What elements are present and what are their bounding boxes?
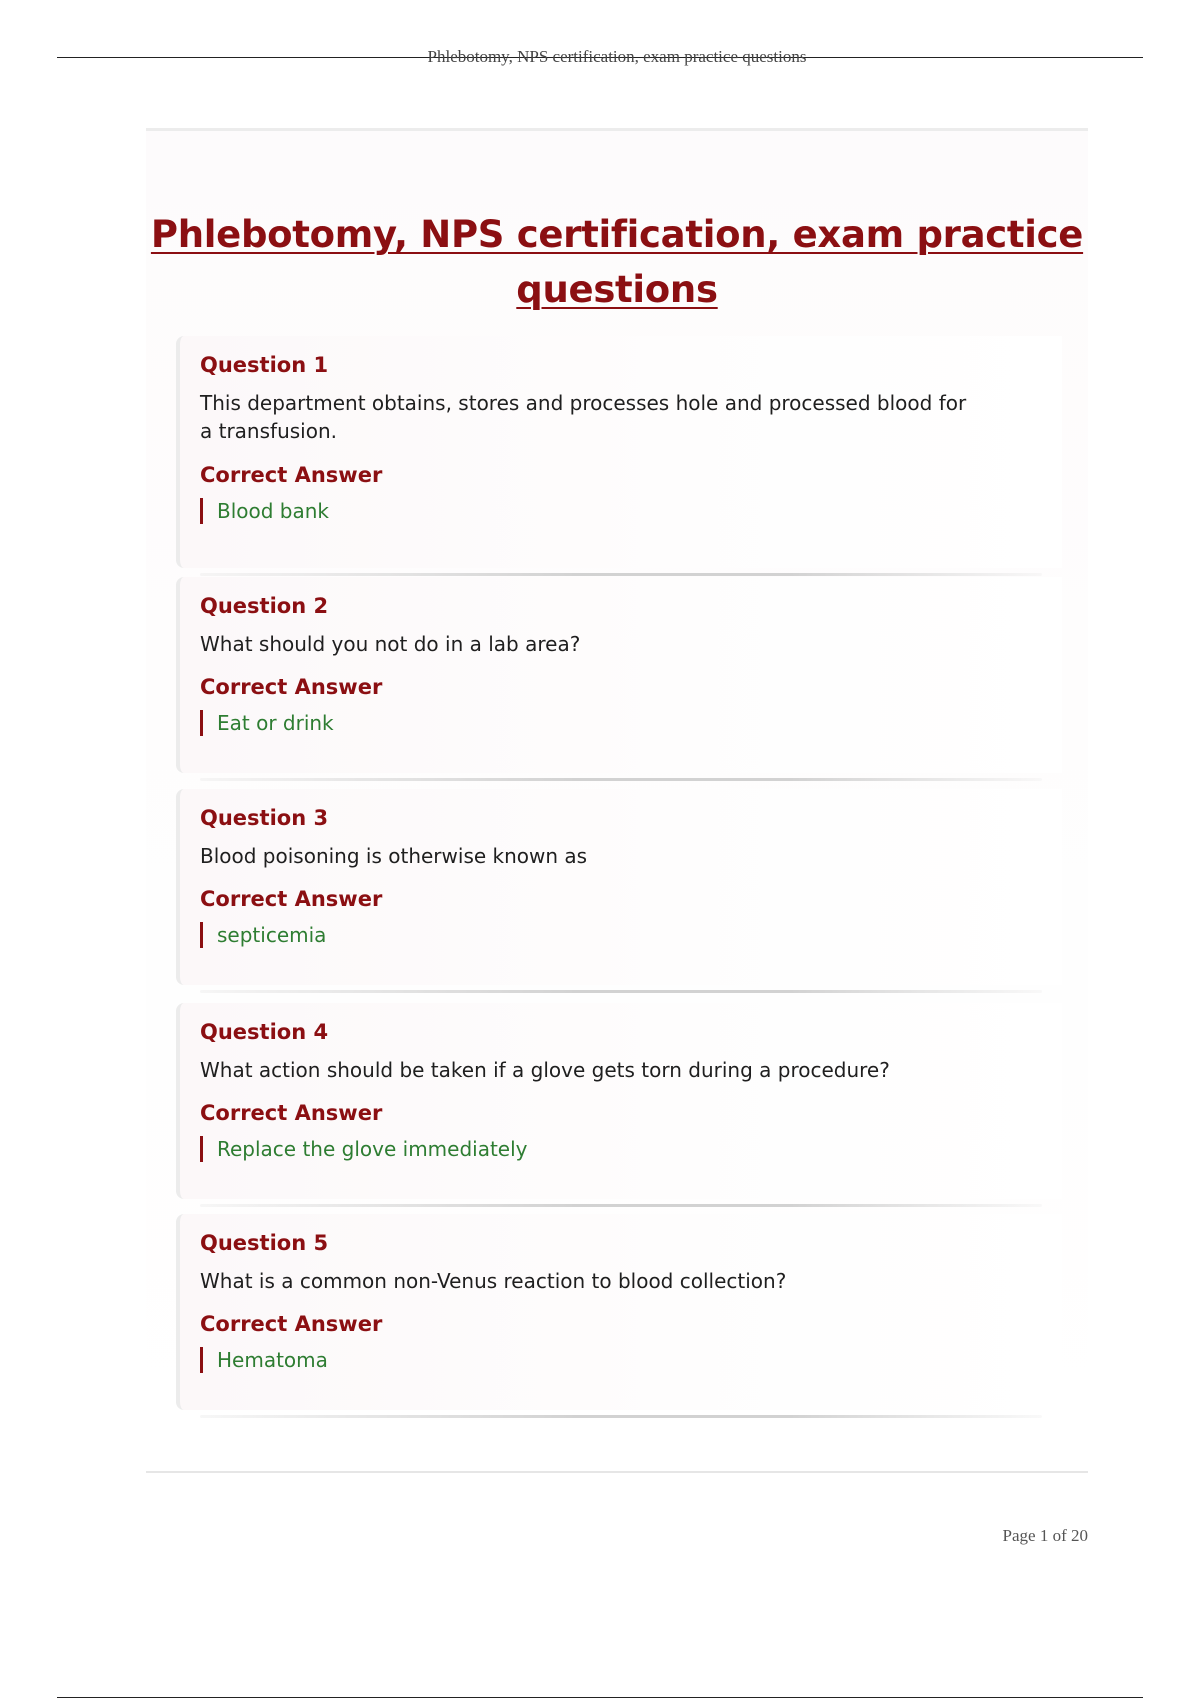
correct-answer-value: septicemia bbox=[200, 922, 326, 948]
question-card-5 bbox=[176, 1214, 1062, 1410]
question-card-4 bbox=[176, 1003, 1062, 1199]
correct-answer-label: Correct Answer bbox=[200, 887, 383, 911]
correct-answer-value: Blood bank bbox=[200, 498, 329, 524]
correct-answer-value: Hematoma bbox=[200, 1347, 328, 1373]
question-card-3 bbox=[176, 789, 1062, 985]
footer-rule bbox=[57, 1697, 1143, 1698]
question-text: What action should be taken if a glove gets torn during a procedure? bbox=[200, 1058, 890, 1082]
document-page bbox=[146, 128, 1088, 1473]
correct-answer-label: Correct Answer bbox=[200, 1312, 383, 1336]
correct-answer-value: Eat or drink bbox=[200, 710, 334, 736]
question-card-1 bbox=[176, 336, 1062, 568]
question-text: What is a common non-Venus reaction to blood collection? bbox=[200, 1269, 787, 1293]
question-label: Question 2 bbox=[200, 594, 329, 618]
correct-answer-label: Correct Answer bbox=[200, 675, 383, 699]
question-card-2 bbox=[176, 577, 1062, 773]
question-label: Question 1 bbox=[200, 353, 329, 377]
correct-answer-label: Correct Answer bbox=[200, 1101, 383, 1125]
question-text: What should you not do in a lab area? bbox=[200, 632, 581, 656]
question-label: Question 5 bbox=[200, 1231, 329, 1255]
question-text: This department obtains, stores and processes hole and processed blood for a transfusion. bbox=[200, 391, 967, 443]
document-title: Phlebotomy, NPS certification, exam practice questions bbox=[150, 213, 1084, 311]
question-text: Blood poisoning is otherwise known as bbox=[200, 844, 588, 868]
correct-answer-label: Correct Answer bbox=[200, 463, 383, 487]
running-header: Phlebotomy, NPS certification, exam practice questions bbox=[427, 47, 807, 66]
question-label: Question 3 bbox=[200, 806, 329, 830]
correct-answer-value: Replace the glove immediately bbox=[200, 1136, 528, 1162]
question-label: Question 4 bbox=[200, 1020, 329, 1044]
page-number: Page 1 of 20 bbox=[1002, 1526, 1088, 1545]
